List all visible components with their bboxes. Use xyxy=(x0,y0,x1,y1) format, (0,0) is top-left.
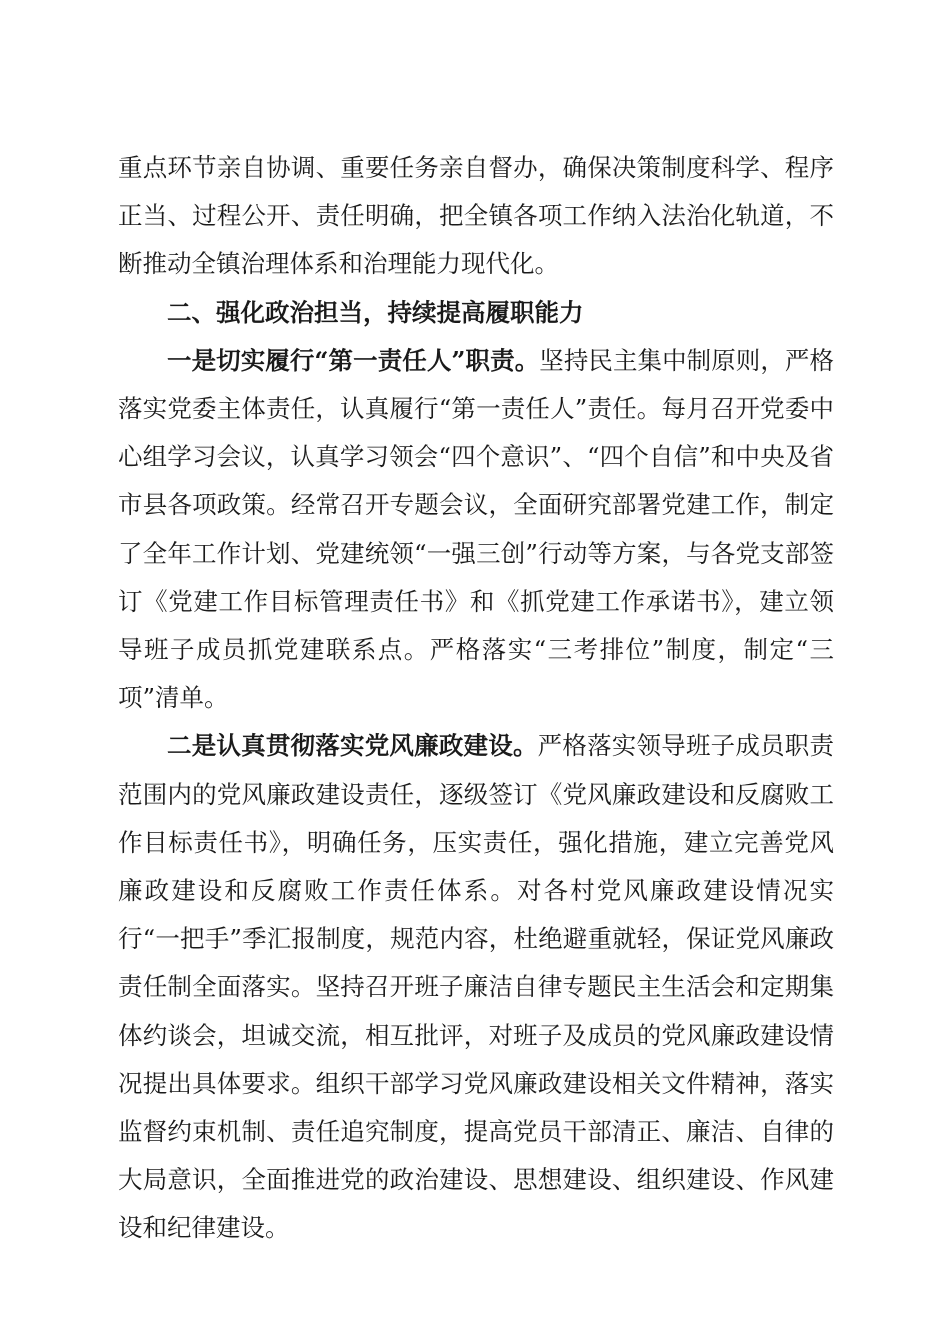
paragraph-item-1 xyxy=(118,337,834,723)
item-2-lead: 二是认真贯彻落实党风廉政建设。 xyxy=(167,731,538,761)
paragraph-item-2 xyxy=(118,722,834,1252)
item-2-body: 严格落实领导班子成员职责范围内的党风廉政建设责任，逐级签订《党风廉政建设和反腐败工作目标责任书》，明确任务，压实责任，强化措施，建立完善党风廉政建设和反腐败工作责任体系。对各村党风廉政建设情况实行“一把手”季汇报制度，规范内容，杜绝避重就轻，保证党风廉政责任制全面落实。坚持召开班子廉洁自律专题民主生活会和定期集体约谈会，坦诚交流，相互批评，对班子及成员的党风廉政建设情况提出具体要求。组织干部学习党风廉政建设相关文件精神，落实监督约束机制、责任追究制度，提高党员干部清正、廉洁、自律的大局意识，全面推进党的政治建设、思想建设、组织建设、作风建设和纪律建设。 xyxy=(118,731,834,1243)
section-heading: 二、强化政治担当，持续提高履职能力 xyxy=(167,297,584,327)
item-1-body: 坚持民主集中制原则，严格落实党委主体责任，认真履行“第一责任人”责任。每月召开党委中心组学习会议，认真学习领会“四个意识”、“四个自信”和中央及省市县各项政策。经常召开专题会议，全面研究部署党建工作，制定了全年工作计划、党建统领“一强三创”行动等方案，与各党支部签订《党建工作目标管理责任书》和《抓党建工作承诺书》，建立领导班子成员抓党建联系点。严格落实“三考排位”制度，制定“三项”清单。 xyxy=(118,345,835,713)
item-1-lead: 一是切实履行“第一责任人”职责。 xyxy=(167,345,540,375)
document-body xyxy=(118,144,834,1253)
continued-paragraph: 重点环节亲自协调、重要任务亲自督办，确保决策制度科学、程序正当、过程公开、责任明确，把全镇各项工作纳入法治化轨道，不断推动全镇治理体系和治理能力现代化。 xyxy=(118,153,834,279)
